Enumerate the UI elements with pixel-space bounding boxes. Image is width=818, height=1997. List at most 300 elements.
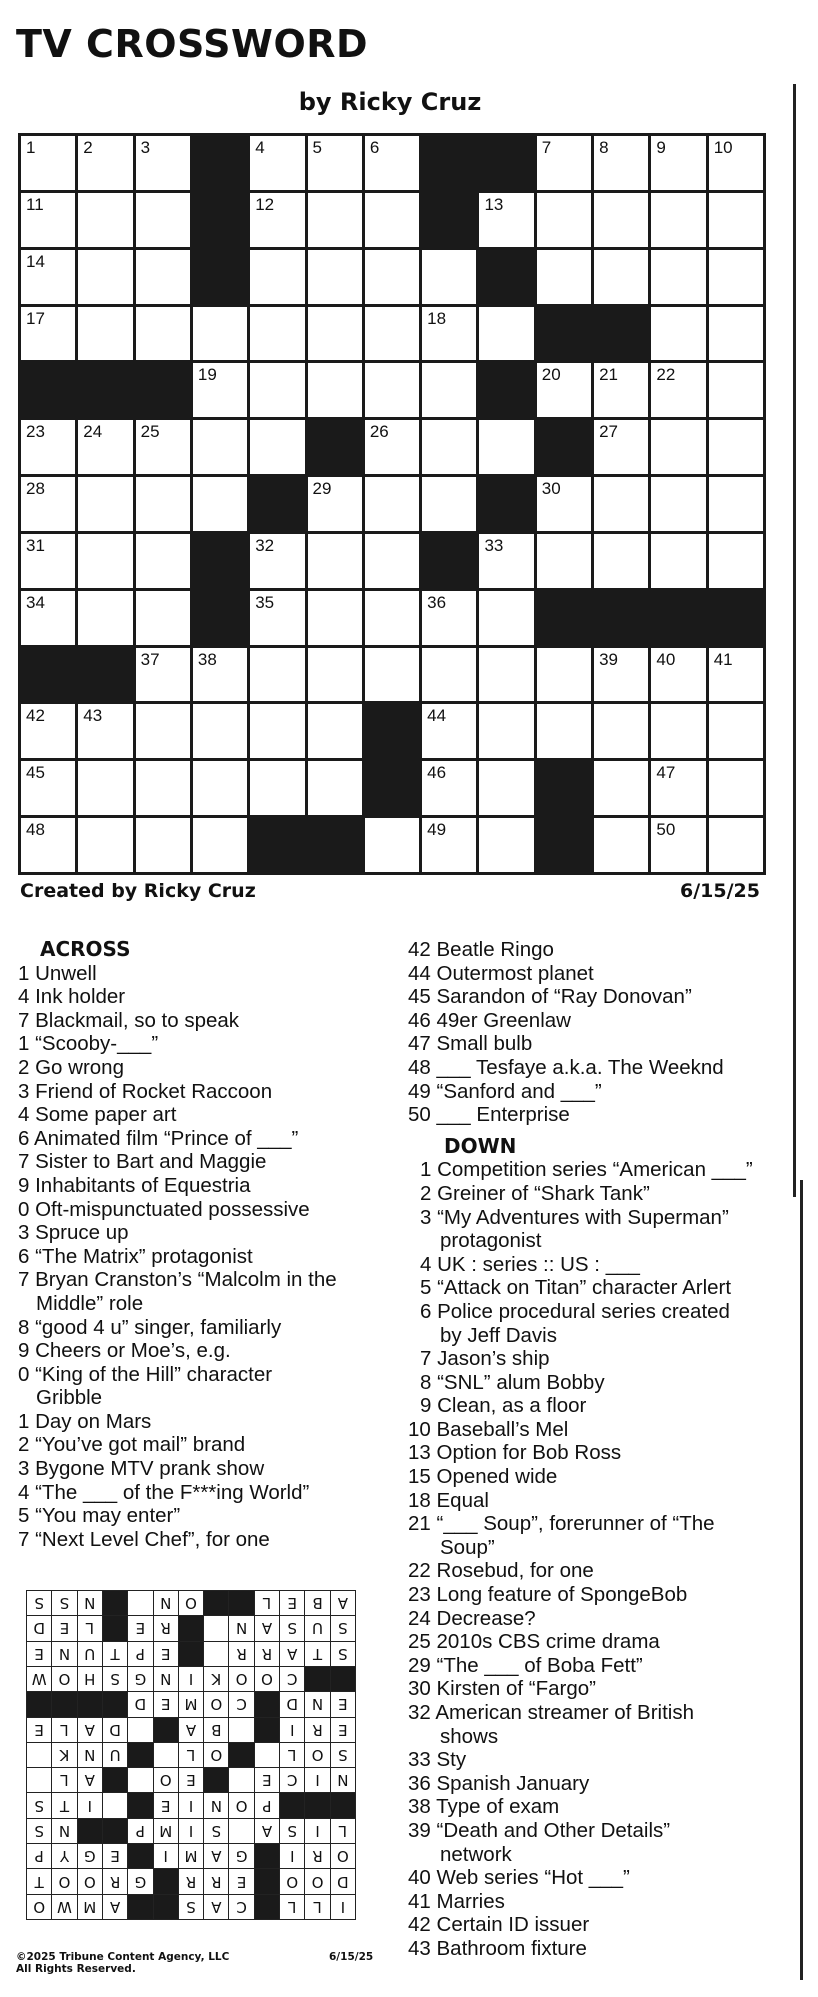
clue-item bbox=[18, 985, 337, 1009]
clue-item bbox=[18, 1481, 337, 1505]
grid-cell[interactable] bbox=[651, 761, 705, 815]
grid-cell[interactable] bbox=[422, 591, 476, 645]
cell-number: 40 bbox=[656, 649, 676, 669]
down-clues bbox=[408, 1135, 753, 1961]
clue-number: 25 bbox=[408, 1630, 431, 1654]
grid-cell[interactable] bbox=[308, 591, 362, 645]
cell-number: 6 bbox=[369, 138, 380, 157]
solution-cell bbox=[128, 1591, 152, 1615]
grid-cell[interactable] bbox=[709, 818, 763, 872]
clue-item bbox=[408, 1630, 753, 1654]
grid-cell[interactable] bbox=[479, 591, 533, 645]
grid-cell[interactable] bbox=[422, 761, 476, 815]
black-square bbox=[537, 420, 591, 474]
grid-cell[interactable] bbox=[594, 250, 648, 304]
solution-cell bbox=[204, 1642, 228, 1666]
solution-black-square bbox=[27, 1692, 51, 1716]
solution-cell: L bbox=[78, 1616, 102, 1640]
clue-text: “Scooby-___” bbox=[29, 1032, 159, 1056]
clue-number: 29 bbox=[408, 1653, 431, 1677]
grid-cell[interactable] bbox=[422, 307, 476, 361]
grid-cell[interactable] bbox=[21, 193, 75, 247]
grid-cell[interactable] bbox=[136, 534, 190, 588]
clue-item bbox=[408, 1394, 753, 1418]
grid-cell[interactable] bbox=[193, 761, 247, 815]
cell-number: 24 bbox=[83, 422, 103, 442]
grid-cell[interactable] bbox=[651, 363, 705, 417]
cell-number: 4 bbox=[255, 138, 265, 157]
solution-cell: E bbox=[331, 1692, 355, 1716]
clue-number: 3 bbox=[18, 1221, 30, 1245]
grid-cell[interactable] bbox=[78, 250, 132, 304]
grid-cell[interactable] bbox=[651, 420, 705, 474]
clue-item bbox=[18, 1457, 337, 1481]
cell-number: 49 bbox=[427, 820, 447, 840]
clue-text: “The Matrix” protagonist bbox=[29, 1244, 253, 1268]
black-square bbox=[365, 704, 419, 758]
right-column-clues bbox=[408, 938, 753, 1961]
solution-cell: C bbox=[280, 1667, 304, 1691]
grid-cell[interactable] bbox=[365, 363, 419, 417]
cell-number: 50 bbox=[656, 820, 676, 840]
grid-cell[interactable] bbox=[479, 307, 533, 361]
clue-item bbox=[408, 1559, 753, 1583]
grid-cell[interactable] bbox=[78, 761, 132, 815]
byline: by Ricky Cruz bbox=[298, 88, 482, 116]
grid-cell[interactable] bbox=[651, 307, 705, 361]
grid-cell[interactable] bbox=[537, 363, 591, 417]
solution-cell: M bbox=[78, 1895, 102, 1919]
grid-cell[interactable] bbox=[78, 307, 132, 361]
solution-cell: E bbox=[154, 1692, 178, 1716]
solution-cell: N bbox=[52, 1819, 76, 1843]
grid-cell[interactable] bbox=[78, 591, 132, 645]
solution-black-square bbox=[255, 1692, 279, 1716]
grid-cell[interactable] bbox=[21, 591, 75, 645]
grid-cell[interactable] bbox=[365, 477, 419, 531]
clue-continuation: by Jeff Davis bbox=[440, 1323, 557, 1347]
solution-cell: O bbox=[52, 1869, 76, 1893]
clue-item bbox=[18, 962, 337, 986]
clue-number: 42 bbox=[408, 1913, 431, 1937]
grid-cell[interactable] bbox=[537, 136, 591, 190]
grid-cell[interactable] bbox=[308, 193, 362, 247]
clue-text: Unwell bbox=[29, 961, 97, 985]
grid-cell[interactable] bbox=[709, 534, 763, 588]
clue-number: 32 bbox=[408, 1701, 431, 1724]
grid-cell[interactable] bbox=[365, 591, 419, 645]
grid-cell[interactable] bbox=[78, 818, 132, 872]
solution-cell: E bbox=[27, 1718, 51, 1742]
grid-cell[interactable] bbox=[709, 420, 763, 474]
solution-cell: O bbox=[280, 1869, 304, 1893]
cell-number: 26 bbox=[369, 422, 389, 442]
grid-cell[interactable] bbox=[308, 648, 362, 702]
grid-cell[interactable] bbox=[21, 307, 75, 361]
grid-cell[interactable] bbox=[193, 477, 247, 531]
grid-cell[interactable] bbox=[308, 363, 362, 417]
grid-cell[interactable] bbox=[308, 136, 362, 190]
clue-item bbox=[18, 1245, 337, 1269]
grid-cell[interactable] bbox=[537, 193, 591, 247]
grid-cell[interactable] bbox=[651, 648, 705, 702]
clue-item bbox=[408, 1465, 753, 1489]
solution-cell: D bbox=[103, 1718, 127, 1742]
grid-cell[interactable] bbox=[365, 307, 419, 361]
solution-cell: Y bbox=[52, 1844, 76, 1868]
clue-number: 13 bbox=[408, 1441, 431, 1465]
grid-cell[interactable] bbox=[537, 704, 591, 758]
clue-number: 21 bbox=[408, 1512, 431, 1536]
grid-cell[interactable] bbox=[21, 534, 75, 588]
clue-item bbox=[408, 1253, 753, 1277]
solution-cell: W bbox=[27, 1667, 51, 1691]
grid-cell[interactable] bbox=[365, 534, 419, 588]
solution-cell: O bbox=[52, 1667, 76, 1691]
clue-number: 5 bbox=[18, 1504, 30, 1528]
solution-black-square bbox=[154, 1895, 178, 1919]
black-square bbox=[78, 363, 132, 417]
grid-cell[interactable] bbox=[479, 704, 533, 758]
clue-text: 2010s CBS crime drama bbox=[430, 1630, 660, 1654]
clue-text: Cheers or Moe’s, e.g. bbox=[29, 1339, 231, 1363]
grid-cell[interactable] bbox=[651, 193, 705, 247]
grid-cell[interactable] bbox=[308, 534, 362, 588]
solution-black-square bbox=[331, 1667, 355, 1691]
cell-number: 2 bbox=[83, 138, 93, 157]
grid-cell[interactable] bbox=[709, 193, 763, 247]
grid-cell[interactable] bbox=[21, 136, 75, 190]
grid-cell[interactable] bbox=[422, 363, 476, 417]
clue-number: 4 bbox=[420, 1252, 432, 1276]
clue-text: Web series “Hot ___” bbox=[430, 1866, 630, 1890]
cell-number: 22 bbox=[656, 365, 676, 385]
grid-cell[interactable] bbox=[594, 704, 648, 758]
solution-cell: T bbox=[305, 1642, 329, 1666]
copyright-line-2: All Rights Reserved. bbox=[16, 1963, 136, 1975]
crossword-grid[interactable] bbox=[18, 133, 766, 875]
grid-cell[interactable] bbox=[709, 761, 763, 815]
grid-cell[interactable] bbox=[136, 420, 190, 474]
clue-item bbox=[408, 1795, 753, 1819]
grid-cell[interactable] bbox=[594, 193, 648, 247]
grid-cell[interactable] bbox=[651, 136, 705, 190]
clue-number: 8 bbox=[420, 1370, 432, 1394]
solution-cell: I bbox=[78, 1793, 102, 1817]
cell-number: 17 bbox=[26, 308, 45, 328]
grid-cell[interactable] bbox=[479, 420, 533, 474]
clue-text: Clean, as a floor bbox=[431, 1394, 587, 1418]
grid-cell[interactable] bbox=[250, 534, 304, 588]
clue-number: 3 bbox=[420, 1205, 432, 1229]
clue-item bbox=[408, 1080, 753, 1104]
cell-number: 7 bbox=[541, 138, 552, 157]
grid-cell[interactable] bbox=[709, 477, 763, 531]
black-square bbox=[537, 761, 591, 815]
clue-number: 7 bbox=[18, 1008, 30, 1032]
grid-cell[interactable] bbox=[21, 477, 75, 531]
clue-item bbox=[408, 1276, 753, 1300]
solution-cell: P bbox=[128, 1819, 152, 1843]
clue-number: 7 bbox=[18, 1150, 30, 1174]
solution-cell: K bbox=[52, 1743, 76, 1767]
clue-text: Bathroom fixture bbox=[430, 1936, 587, 1960]
grid-cell[interactable] bbox=[78, 136, 132, 190]
clue-text: Ink holder bbox=[29, 985, 126, 1009]
grid-cell[interactable] bbox=[136, 307, 190, 361]
grid-cell[interactable] bbox=[193, 818, 247, 872]
solution-black-square bbox=[179, 1616, 203, 1640]
cell-number: 48 bbox=[26, 820, 45, 840]
grid-cell[interactable] bbox=[78, 704, 132, 758]
cell-number: 1 bbox=[26, 138, 36, 157]
clue-text: “SNL” alum Bobby bbox=[431, 1370, 605, 1394]
black-square bbox=[78, 648, 132, 702]
solution-black-square bbox=[103, 1819, 127, 1843]
grid-cell[interactable] bbox=[78, 420, 132, 474]
clue-continuation: Gribble bbox=[36, 1386, 103, 1410]
solution-cell: H bbox=[78, 1667, 102, 1691]
grid-cell[interactable] bbox=[136, 477, 190, 531]
clue-number: 38 bbox=[408, 1795, 431, 1819]
grid-cell[interactable] bbox=[78, 193, 132, 247]
solution-cell: S bbox=[280, 1819, 304, 1843]
grid-cell[interactable] bbox=[136, 250, 190, 304]
grid-cell[interactable] bbox=[21, 761, 75, 815]
black-square bbox=[250, 818, 304, 872]
clue-number: 41 bbox=[408, 1889, 431, 1913]
grid-cell[interactable] bbox=[594, 761, 648, 815]
grid-cell[interactable] bbox=[537, 534, 591, 588]
grid-cell[interactable] bbox=[422, 704, 476, 758]
solution-black-square bbox=[280, 1793, 304, 1817]
solution-cell: N bbox=[154, 1591, 178, 1615]
grid-cell[interactable] bbox=[651, 250, 705, 304]
black-square bbox=[193, 591, 247, 645]
grid-cell[interactable] bbox=[479, 193, 533, 247]
grid-cell[interactable] bbox=[651, 704, 705, 758]
grid-cell[interactable] bbox=[422, 477, 476, 531]
grid-cell[interactable] bbox=[78, 534, 132, 588]
grid-cell[interactable] bbox=[193, 307, 247, 361]
grid-cell[interactable] bbox=[136, 704, 190, 758]
solution-cell bbox=[27, 1743, 51, 1767]
grid-cell[interactable] bbox=[250, 648, 304, 702]
grid-cell[interactable] bbox=[709, 648, 763, 702]
clue-item bbox=[18, 1316, 337, 1340]
grid-cell[interactable] bbox=[709, 136, 763, 190]
clue-item bbox=[18, 1410, 337, 1434]
page-title: TV CROSSWORD bbox=[16, 22, 369, 66]
grid-cell[interactable] bbox=[479, 534, 533, 588]
grid-cell[interactable] bbox=[594, 534, 648, 588]
across-clues bbox=[18, 938, 337, 1551]
black-square bbox=[479, 250, 533, 304]
clue-text: Jason’s ship bbox=[431, 1347, 550, 1371]
grid-cell[interactable] bbox=[136, 761, 190, 815]
cell-number: 19 bbox=[197, 365, 217, 385]
clue-number: 6 bbox=[18, 1244, 30, 1268]
clue-text: “My Adventures with Superman” bbox=[431, 1205, 729, 1229]
grid-cell[interactable] bbox=[709, 704, 763, 758]
grid-cell[interactable] bbox=[250, 591, 304, 645]
clue-text: 49er Greenlaw bbox=[430, 1008, 571, 1032]
grid-cell[interactable] bbox=[136, 193, 190, 247]
grid-cell[interactable] bbox=[136, 136, 190, 190]
grid-cell[interactable] bbox=[594, 420, 648, 474]
grid-cell[interactable] bbox=[365, 420, 419, 474]
solution-cell: A bbox=[204, 1895, 228, 1919]
grid-cell[interactable] bbox=[365, 136, 419, 190]
clue-text: “good 4 u” singer, familiarly bbox=[29, 1315, 282, 1339]
grid-cell[interactable] bbox=[21, 704, 75, 758]
grid-cell[interactable] bbox=[136, 818, 190, 872]
grid-cell[interactable] bbox=[594, 477, 648, 531]
grid-cell[interactable] bbox=[365, 250, 419, 304]
clue-item bbox=[408, 1583, 753, 1607]
grid-cell[interactable] bbox=[250, 136, 304, 190]
grid-cell[interactable] bbox=[479, 761, 533, 815]
grid-cell[interactable] bbox=[250, 363, 304, 417]
black-square bbox=[594, 307, 648, 361]
clue-text: Beatle Ringo bbox=[430, 938, 554, 961]
black-square bbox=[594, 591, 648, 645]
grid-cell[interactable] bbox=[365, 818, 419, 872]
grid-cell[interactable] bbox=[308, 477, 362, 531]
clue-number: 44 bbox=[408, 961, 431, 985]
clue-text: American streamer of British bbox=[430, 1701, 694, 1724]
grid-cell[interactable] bbox=[308, 761, 362, 815]
grid-cell[interactable] bbox=[479, 648, 533, 702]
grid-cell[interactable] bbox=[365, 648, 419, 702]
clue-item bbox=[18, 1127, 337, 1151]
solution-cell: K bbox=[204, 1667, 228, 1691]
clue-number: 33 bbox=[408, 1748, 431, 1772]
solution-cell: G bbox=[229, 1844, 253, 1868]
grid-cell[interactable] bbox=[537, 477, 591, 531]
black-square bbox=[193, 534, 247, 588]
grid-cell[interactable] bbox=[594, 648, 648, 702]
black-square bbox=[479, 477, 533, 531]
grid-cell[interactable] bbox=[479, 818, 533, 872]
clue-text: Day on Mars bbox=[29, 1409, 152, 1433]
grid-cell[interactable] bbox=[250, 250, 304, 304]
solution-cell: D bbox=[331, 1869, 355, 1893]
clue-item bbox=[18, 1198, 337, 1222]
clue-number: 1 bbox=[18, 961, 30, 985]
clue-text: UK : series :: US : ___ bbox=[431, 1252, 640, 1276]
grid-cell[interactable] bbox=[193, 648, 247, 702]
solution-cell: S bbox=[103, 1667, 127, 1691]
cell-number: 11 bbox=[26, 194, 44, 214]
clue-number: 46 bbox=[408, 1008, 431, 1032]
solution-black-square bbox=[255, 1718, 279, 1742]
grid-cell[interactable] bbox=[21, 420, 75, 474]
clue-text: Marries bbox=[430, 1889, 505, 1913]
solution-cell: L bbox=[280, 1743, 304, 1767]
clue-item bbox=[408, 1819, 753, 1866]
solution-cell: E bbox=[154, 1642, 178, 1666]
grid-cell[interactable] bbox=[422, 250, 476, 304]
grid-cell[interactable] bbox=[422, 420, 476, 474]
grid-cell[interactable] bbox=[250, 420, 304, 474]
grid-cell[interactable] bbox=[594, 136, 648, 190]
solution-black-square bbox=[229, 1591, 253, 1615]
solution-cell: O bbox=[27, 1895, 51, 1919]
solution-cell: L bbox=[52, 1768, 76, 1792]
grid-cell[interactable] bbox=[709, 307, 763, 361]
grid-cell[interactable] bbox=[709, 363, 763, 417]
grid-cell[interactable] bbox=[651, 534, 705, 588]
grid-cell[interactable] bbox=[594, 363, 648, 417]
grid-cell[interactable] bbox=[537, 648, 591, 702]
grid-cell[interactable] bbox=[21, 818, 75, 872]
grid-cell[interactable] bbox=[308, 307, 362, 361]
solution-cell: U bbox=[78, 1642, 102, 1666]
solution-cell: D bbox=[128, 1692, 152, 1716]
black-square bbox=[193, 250, 247, 304]
page-edge-rule bbox=[800, 1180, 803, 1980]
grid-cell[interactable] bbox=[365, 193, 419, 247]
clue-item bbox=[408, 1371, 753, 1395]
clue-item bbox=[18, 1056, 337, 1080]
grid-cell[interactable] bbox=[78, 477, 132, 531]
grid-cell[interactable] bbox=[537, 250, 591, 304]
grid-cell[interactable] bbox=[21, 250, 75, 304]
solution-cell: O bbox=[229, 1667, 253, 1691]
solution-cell: S bbox=[331, 1642, 355, 1666]
grid-cell[interactable] bbox=[193, 420, 247, 474]
clue-item bbox=[18, 1339, 337, 1363]
clue-text: “The ___ of Boba Fett” bbox=[430, 1653, 643, 1677]
grid-cell[interactable] bbox=[594, 818, 648, 872]
clue-continuation: Soup” bbox=[440, 1535, 495, 1559]
grid-cell[interactable] bbox=[250, 761, 304, 815]
grid-cell[interactable] bbox=[308, 704, 362, 758]
clue-item bbox=[18, 1080, 337, 1104]
grid-cell[interactable] bbox=[250, 704, 304, 758]
grid-cell[interactable] bbox=[250, 307, 304, 361]
clue-number: 15 bbox=[408, 1465, 431, 1489]
grid-cell[interactable] bbox=[136, 591, 190, 645]
clue-number: 48 bbox=[408, 1055, 431, 1079]
clue-number: 36 bbox=[408, 1771, 431, 1795]
solution-cell bbox=[229, 1819, 253, 1843]
grid-cell[interactable] bbox=[193, 704, 247, 758]
grid-cell[interactable] bbox=[193, 363, 247, 417]
grid-cell[interactable] bbox=[308, 250, 362, 304]
clue-item bbox=[408, 1103, 753, 1127]
solution-cell: L bbox=[331, 1819, 355, 1843]
solution-cell: B bbox=[305, 1591, 329, 1615]
credit-line: Created by Ricky Cruz bbox=[20, 880, 256, 902]
grid-cell[interactable] bbox=[422, 818, 476, 872]
solution-cell: E bbox=[154, 1793, 178, 1817]
grid-cell[interactable] bbox=[651, 477, 705, 531]
grid-cell[interactable] bbox=[709, 250, 763, 304]
clue-number: 6 bbox=[420, 1299, 432, 1323]
solution-black-square bbox=[229, 1743, 253, 1767]
solution-cell: I bbox=[179, 1667, 203, 1691]
grid-cell[interactable] bbox=[422, 648, 476, 702]
solution-cell: A bbox=[78, 1718, 102, 1742]
solution-cell: M bbox=[179, 1692, 203, 1716]
grid-cell[interactable] bbox=[136, 648, 190, 702]
grid-cell[interactable] bbox=[651, 818, 705, 872]
solution-cell: R bbox=[103, 1869, 127, 1893]
grid-cell[interactable] bbox=[250, 193, 304, 247]
clue-number: 49 bbox=[408, 1079, 431, 1103]
